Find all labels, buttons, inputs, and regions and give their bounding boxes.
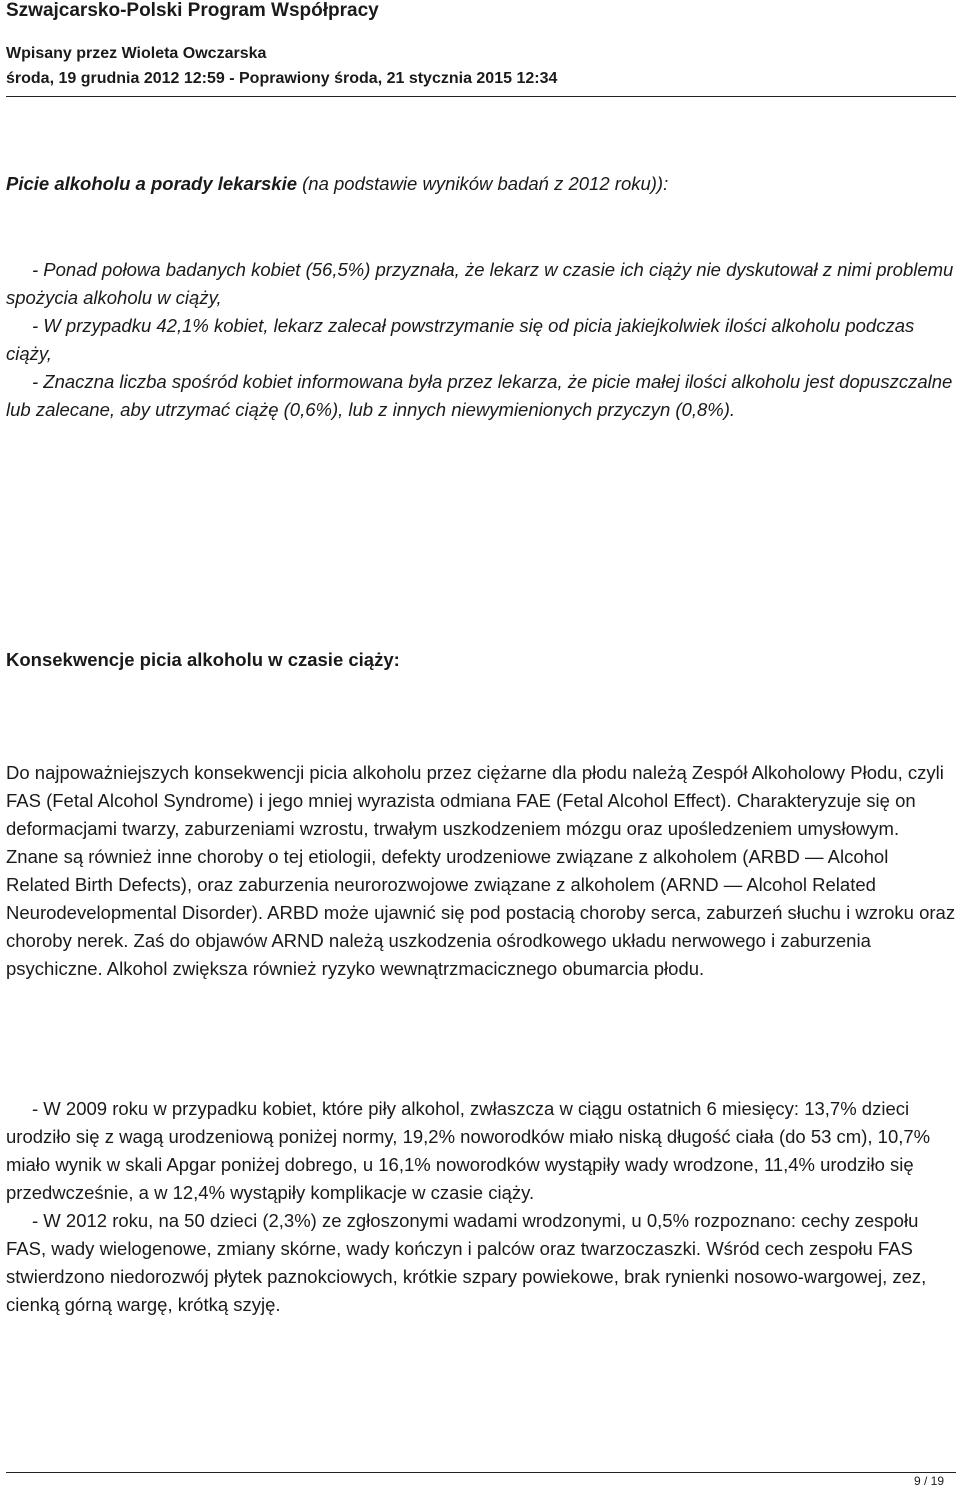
date-line: środa, 19 grudnia 2012 12:59 - Poprawiony środa, 21 stycznia 2015 12:34: [6, 70, 558, 87]
list-item: - W 2009 roku w przypadku kobiet, które piły alkohol, zwłaszcza w ciągu ostatnich 6 miesięcy: 13,7% dzieci urodziło się z wagą urodzeniową poniżej normy, 19,2% noworodków miało niską długość ciała (do 53 cm), 10,7% miało wynik w skali Apgar poniżej dobrego, u 16,1% noworodków wystąpiły wady wrodzone, 11,4% urodziło się przedwcześnie, a w 12,4% wystąpiły komplikacje w czasie ciąży.: [6, 1098, 931, 1203]
section-title-consequences: Konsekwencje picia alkoholu w czasie ciąży:: [6, 649, 400, 670]
advice-list: [6, 256, 956, 424]
page-number: 9 / 19: [913, 1474, 944, 1488]
section-title-advice-bold: Picie alkoholu a porady lekarskie: [6, 173, 297, 194]
footer-divider: [6, 1472, 956, 1473]
list-item: - W przypadku 42,1% kobiet, lekarz zalecał powstrzymanie się od picia jakiejkolwiek ilości alkoholu podczas ciąży,: [6, 315, 915, 364]
section-title-advice-rest: (na podstawie wyników badań z 2012 roku)):: [297, 173, 669, 194]
consequences-paragraph: [6, 759, 956, 983]
site-title: Szwajcarsko-Polski Program Współpracy: [6, 0, 379, 21]
author-line: Wpisany przez Wioleta Owczarska: [6, 45, 267, 62]
list-item: - Znaczna liczba spośród kobiet informowana była przez lekarza, że picie małej ilości alkoholu jest dopuszczalne lub zalecane, aby utrzymać ciążę (0,6%), lub z innych niewymienionych przyczyn (0,8%).: [6, 371, 953, 420]
list-item: - W 2012 roku, na 50 dzieci (2,3%) ze zgłoszonymi wadami wrodzonymi, u 0,5% rozpoznano: cechy zespołu FAS, wady wielogenowe, zmiany skórne, wady kończyn i palców oraz twarzoczaszki. Wśród cech zespołu FAS stwierdzono niedorozwój płytek paznokciowych, krótkie szpary powiekowe, brak rynienki nosowo-wargowej, zez, cienką górną wargę, krótką szyję.: [6, 1210, 927, 1315]
section-title-advice: [6, 172, 668, 196]
list-item: - Ponad połowa badanych kobiet (56,5%) przyznała, że lekarz w czasie ich ciąży nie dyskutował z nimi problemu spożycia alkoholu w ciąży,: [6, 259, 954, 308]
statistics-list: [6, 1095, 956, 1319]
header-divider: [6, 96, 956, 97]
paragraph-text: Do najpoważniejszych konsekwencji picia alkoholu przez ciężarne dla płodu należą Zespół Alkoholowy Płodu, czyli FAS (Fetal Alcohol Syndrome) i jego mniej wyrazista odmiana FAE (Fetal Alcohol Effect). Charakteryzuje się on deformacjami twarzy, zaburzeniami wzrostu, trwałym uszkodzeniem mózgu oraz upośledzeniem umysłowym. Znane są również inne choroby o tej etiologii, defekty urodzeniowe związane z alkoholem (ARBD — Alcohol Related Birth Defects), oraz zaburzenia neurorozwojowe związane z alkoholem (ARND — Alcohol Related Neurodevelopmental Disorder). ARBD może ujawnić się pod postacią choroby serca, zaburzeń słuchu i wzroku oraz choroby nerek. Zaś do objawów ARND należą uszkodzenia ośrodkowego układu nerwowego i zaburzenia psychiczne. Alkohol zwiększa również ryzyko wewnątrzmacicznego obumarcia płodu.: [6, 762, 956, 979]
